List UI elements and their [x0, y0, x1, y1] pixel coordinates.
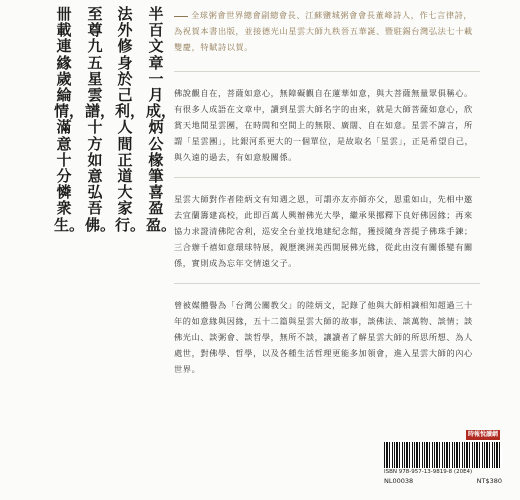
product-codes [384, 477, 502, 485]
dash-rule [174, 16, 188, 17]
isbn-number: ISBN 978-957-13-9819-8 (20E4) [384, 469, 473, 475]
paragraph-3: 曾被媒體譽為「台灣公關教父」的陸炳文，記錄了他與大師相識相知超過三十年的如意緣與因緣，五十二篇與星雲大師的故事，談佛法、談萬物、談情；談佛光山、談粥會、談哲學，無所不談，讓讀者了解星雲大師的所思所想、為人處世，對佛學、哲學，以及各種生活哲理更能多加領會，進入星雲大師的內心世界。 [174, 300, 473, 374]
back-cover-text [174, 8, 480, 377]
poem-credit: 全球粥會世界總會副總會長、江蘇鹽城粥會會長董峰詩人，作七言律詩，為祝賀本書出版，並接德光山星雲大師九秩晉五華誕、暨駐錫台灣弘法七十載雙慶，特賦詩以賀。 [174, 10, 473, 52]
paragraph-1: 佛說觀自在，菩薩如意心，無障礙觀自在蓮華如意，與大菩薩無量眾俱稱心。有很多人成語在文章中，讀到星雲大師名字的由來，就是大師菩薩如意心，欣賞天地間星雲團，在時間和空間上的無限、廣闊、自在如意。星雲不諱言，所謂「星雲團」，比銀河系更大的一個單位，是故取名「星雲」，正是希望自己，與久遠的過去，有如意般關係。 [174, 88, 474, 162]
publisher-logo: 時報悅讀網 [467, 431, 498, 438]
barcode-icon [384, 442, 502, 468]
barcode-block [384, 430, 502, 488]
price: NT$380 [476, 477, 502, 485]
divider [174, 71, 480, 72]
poem-column-1: 半百文章一月成，炳公椽筆喜盈盈。 [146, 5, 177, 234]
poem-column-3: 至尊九五星雲譜，十方如意弘吾佛。 [85, 5, 116, 234]
divider [174, 177, 480, 178]
paragraph-2: 星雲大師對作者陸炳文有知遇之恩，可謂亦友亦師亦父，恩重如山，先相中邀去宜蘭籌建高校，此即百萬人興辦佛光大學，繼承果挪釋下良好佛因緣；再來協力求證清佛陀舍利，巡安全台並找地建紀念館，獲授隨身菩提子佛珠手鍊；三合辦千禧如意環球特展，親歷澳洲美西開展佛光緣，從此由沒有關係變有關係，實則成為忘年交情遠父子。 [174, 194, 473, 268]
catalog-code: NL00038 [384, 477, 414, 485]
poem-column-4: 卌載連緣歲綸情，滿意十分憐衆生。 [54, 5, 85, 234]
poem-column-2: 法外修身於己利，人間正道大家行。 [115, 5, 146, 234]
divider [174, 283, 480, 284]
vertical-poem [54, 5, 177, 406]
